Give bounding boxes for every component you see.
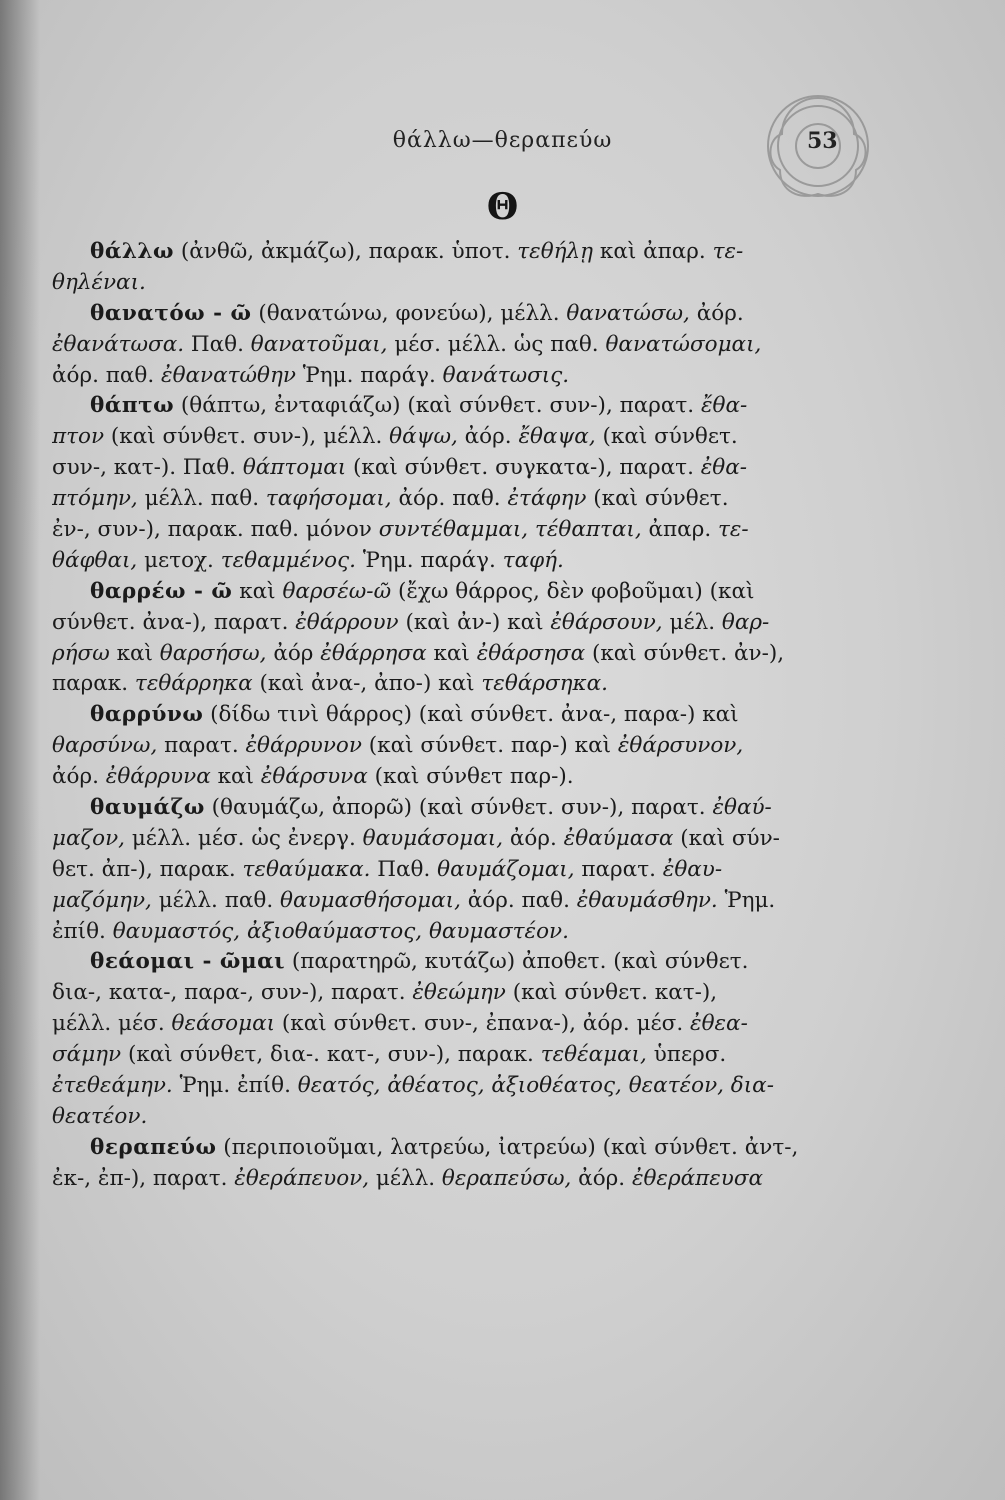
line-segment: (καὶ σύνθετ. συγκατα-), παρατ. — [346, 455, 701, 481]
line-segment: πτον — [52, 424, 105, 450]
text-line — [52, 731, 842, 762]
line-segment: θετ. ἀπ-), παρακ. — [52, 856, 243, 882]
line-segment: ἐθαύμασα — [563, 825, 674, 851]
line-segment: σάμην — [52, 1042, 122, 1068]
line-segment: ἀόρ — [266, 640, 321, 666]
line-segment: (ἔχω θάρρος, δὲν φοβοῦμαι) (καὶ — [391, 578, 755, 604]
line-segment: συν-, κατ-). Παθ. — [52, 455, 243, 481]
line-segment: (θαυμάζω, ἀπορῶ) (καὶ σύνθετ. συν-), παρατ. — [204, 795, 713, 821]
text-line — [52, 1040, 842, 1071]
line-segment: ἀόρ. — [689, 300, 744, 326]
text-line — [52, 330, 842, 361]
line-segment: ἀόρ. — [571, 1165, 632, 1191]
text-line — [52, 484, 842, 515]
line-segment: τεθάρσηκα. — [481, 671, 608, 697]
line-segment: ἐθαυ- — [662, 856, 723, 882]
running-head: θάλλω—θεραπεύω — [392, 128, 613, 153]
headword: θάπτω — [90, 393, 175, 419]
line-segment: τεθέαμαι, — [540, 1042, 647, 1068]
line-segment: ἀόρ. παθ. — [460, 887, 577, 913]
line-segment: θαρσέω-ῶ — [282, 578, 392, 604]
line-segment: καὶ — [210, 764, 261, 790]
text-line — [52, 391, 842, 422]
line-segment: θάφθαι, — [52, 547, 138, 573]
text-line — [52, 639, 842, 670]
text-line — [52, 824, 842, 855]
line-segment: ἐθάρρυνα — [105, 764, 211, 790]
line-segment: ἐθαυμάσθην. — [576, 887, 718, 913]
line-segment: συντέθαμμαι, τέθαπται, — [378, 517, 642, 543]
line-segment: θεατέον. — [52, 1103, 148, 1129]
line-segment: (καὶ σύνθετ. συν-, ἐπανα-), ἀόρ. μέσ. — [275, 1011, 691, 1037]
line-segment: τε- — [718, 517, 749, 543]
line-segment: ἀόρ. — [503, 825, 564, 851]
headword: θεραπεύω — [90, 1134, 217, 1160]
line-segment: Ῥημ. ἐπίθ. — [172, 1073, 298, 1099]
line-segment: Ῥημ. παράγ. — [295, 362, 443, 388]
line-segment: (παρατηρῶ, κυτάζω) ἀποθετ. (καὶ σύνθετ. — [285, 949, 749, 975]
line-segment: παρακ. — [52, 671, 135, 697]
line-segment: μέλλ. μέσ. ὡς ἐνεργ. — [125, 825, 363, 851]
line-segment: τεθαμμένος. — [220, 547, 357, 573]
line-segment: ἐθάρσησα — [476, 640, 586, 666]
line-segment: καὶ — [109, 640, 160, 666]
section-letter: Θ — [486, 186, 519, 228]
line-segment: (καὶ ἀνα-, ἀπο-) καὶ — [252, 671, 482, 697]
text-line — [52, 855, 842, 886]
line-segment: Ῥημ. — [717, 887, 776, 913]
text-line — [52, 978, 842, 1009]
line-segment: θαρσύνω, — [52, 733, 158, 759]
line-segment: θανατώσω, — [566, 300, 690, 326]
line-segment: Παθ. — [370, 856, 438, 882]
line-segment: θεατός, ἀθέατος, ἀξιοθέατος, θεατέον, δια- — [297, 1073, 774, 1099]
text-line — [52, 1164, 842, 1195]
line-segment: ταφήσομαι, — [265, 486, 392, 512]
line-segment: ἐθάρρησα — [320, 640, 427, 666]
line-segment: μέλλ. παθ. — [151, 887, 280, 913]
headword: θανατόω - ῶ — [90, 300, 252, 326]
text-line — [52, 237, 842, 268]
line-segment: (καὶ σύνθετ. συν-), μέλλ. — [104, 424, 390, 450]
line-segment: (ἀνθῶ, ἀκμάζω), παρακ. ὑποτ. — [174, 239, 518, 264]
line-segment: τε- — [712, 239, 744, 264]
line-segment: (καὶ σύνθετ. κατ-), — [505, 980, 718, 1006]
line-segment: (δίδω τινὶ θάρρος) (καὶ σύνθετ. ἀνα-, παρα-) καὶ — [203, 702, 739, 728]
line-segment: μαζόμην, — [52, 887, 152, 913]
text-line — [52, 361, 842, 392]
line-segment: ἐθάρσυνον, — [617, 733, 744, 759]
line-segment: θανάτωσις. — [442, 362, 570, 388]
text-line — [52, 1133, 842, 1164]
line-segment: Ῥημ. παράγ. — [356, 547, 503, 573]
line-segment: ἐπίθ. — [52, 918, 113, 944]
line-segment: ἐθεα- — [690, 1011, 748, 1037]
line-segment: θαυμαστός, ἀξιοθαύμαστος, θαυμαστέον. — [112, 918, 569, 944]
dictionary-entries — [52, 237, 842, 1195]
line-segment: παρατ. — [157, 733, 246, 759]
line-segment: θεραπεύσω, — [441, 1165, 572, 1191]
line-segment: καὶ — [232, 578, 283, 604]
line-segment: μέλλ. παθ. — [137, 486, 266, 512]
line-segment: ἀπαρ. — [641, 517, 718, 543]
line-segment: καὶ ἀπαρ. — [593, 239, 713, 264]
headword: θάλλω — [90, 239, 175, 264]
line-segment: (καὶ σύνθετ παρ-). — [367, 764, 574, 790]
line-segment: (καὶ σύνθετ. ἀν-), — [585, 640, 785, 666]
line-segment: ἐθα- — [700, 455, 747, 481]
text-line — [52, 1009, 842, 1040]
headword: θεάομαι - ῶμαι — [90, 949, 286, 975]
line-segment: (περιποιοῦμαι, λατρεύω, ἰατρεύω) (καὶ σύνθετ. ἀντ-, — [216, 1134, 799, 1160]
line-segment: ἐθεράπευσα — [631, 1165, 764, 1191]
line-segment: ρήσω — [52, 640, 110, 666]
line-segment: μέσ. μέλλ. ὡς παθ. — [387, 331, 606, 357]
line-segment: θαρ- — [721, 609, 770, 635]
page-number: 53 — [807, 128, 838, 154]
line-segment: ἐθανατώθην — [161, 362, 296, 388]
line-segment: τεθαύμακα. — [242, 856, 371, 882]
line-segment: θηλέναι. — [52, 269, 146, 295]
line-segment: ταφή. — [502, 547, 564, 573]
text-line — [52, 793, 842, 824]
line-segment: (θανατώνω, φονεύω), μέλλ. — [251, 300, 567, 326]
line-segment: ἀόρ. — [52, 764, 106, 790]
line-segment: θεάσομαι — [171, 1011, 276, 1037]
line-segment: θαρσήσω, — [159, 640, 267, 666]
line-segment: θαυμάζομαι, — [437, 856, 575, 882]
line-segment: ἐκ-, ἐπ-), παρατ. — [52, 1165, 235, 1191]
line-segment: (θάπτω, ἐνταφιάζω) (καὶ σύνθετ. συν-), παρατ. — [174, 393, 701, 419]
text-line — [52, 546, 842, 577]
line-segment: πτόμην, — [52, 486, 138, 512]
line-segment: μέλλ. — [369, 1165, 442, 1191]
text-line — [52, 608, 842, 639]
text-line — [52, 422, 842, 453]
line-segment: ἐθεώμην — [412, 980, 506, 1006]
line-segment: τεθάρρηκα — [134, 671, 253, 697]
line-segment: παρατ. — [574, 856, 663, 882]
line-segment: ἐτεθεάμην. — [52, 1073, 173, 1099]
line-segment: ἐν-, συν-), παρακ. παθ. μόνον — [52, 517, 379, 543]
line-segment: ἐθανάτωσα. — [52, 331, 185, 357]
line-segment: θαυμάσομαι, — [362, 825, 504, 851]
line-segment: μαζον, — [52, 825, 125, 851]
line-segment: ἐθάρσουν, — [550, 609, 663, 635]
line-segment: ἀόρ. παθ. — [391, 486, 508, 512]
line-segment: ἐθαύ- — [712, 795, 772, 821]
line-segment: (καὶ σύνθετ. — [595, 424, 738, 450]
line-segment: θάπτομαι — [242, 455, 347, 481]
headword: θαρρέω - ῶ — [90, 578, 233, 604]
headword: θαρρύνω — [90, 702, 204, 728]
text-line — [52, 299, 842, 330]
text-line — [52, 917, 842, 948]
line-segment: ἐτάφην — [507, 486, 587, 512]
text-line — [52, 886, 842, 917]
line-segment: (καὶ σύν- — [673, 825, 780, 851]
line-segment: ἔθα- — [700, 393, 748, 419]
line-segment: θαυμασθήσομαι, — [280, 887, 461, 913]
line-segment: (καὶ σύνθετ. παρ-) καὶ — [361, 733, 618, 759]
line-segment: ὑπερσ. — [646, 1042, 727, 1068]
line-segment: ἐθάρρουν — [295, 609, 399, 635]
line-segment: ἐθάρσυνα — [260, 764, 368, 790]
line-segment: θανατώσομαι, — [605, 331, 762, 357]
text-line — [52, 1102, 842, 1133]
line-segment: θάψω, — [389, 424, 458, 450]
text-line — [52, 700, 842, 731]
line-segment: Παθ. — [184, 331, 251, 357]
text-line — [52, 669, 842, 700]
text-line — [52, 577, 842, 608]
line-segment: καὶ — [426, 640, 477, 666]
text-line — [52, 947, 842, 978]
line-segment: σύνθετ. ἀνα-), παρατ. — [52, 609, 296, 635]
line-segment: τεθήλῃ — [517, 239, 594, 264]
line-segment: μέλ. — [662, 609, 722, 635]
text-line — [52, 268, 842, 299]
line-segment: δια-, κατα-, παρα-, συν-), παρατ. — [52, 980, 413, 1006]
text-line — [52, 1071, 842, 1102]
line-segment: μετοχ. — [137, 547, 221, 573]
line-segment: ἔθαψα, — [518, 424, 596, 450]
line-segment: θανατοῦμαι, — [250, 331, 388, 357]
headword: θαυμάζω — [90, 795, 205, 821]
line-segment: ἐθεράπευον, — [234, 1165, 370, 1191]
text-line — [52, 453, 842, 484]
line-segment: ἐθάρρυνον — [245, 733, 362, 759]
text-line — [52, 515, 842, 546]
line-segment: ἀόρ. παθ. — [52, 362, 162, 388]
line-segment: μέλλ. μέσ. — [52, 1011, 172, 1037]
line-segment: ἀόρ. — [457, 424, 519, 450]
line-segment: (καὶ σύνθετ. — [586, 486, 729, 512]
line-segment: (καὶ σύνθετ, δια-. κατ-, συν-), παρακ. — [121, 1042, 541, 1068]
text-line — [52, 762, 842, 793]
line-segment: (καὶ ἀν-) καὶ — [398, 609, 551, 635]
